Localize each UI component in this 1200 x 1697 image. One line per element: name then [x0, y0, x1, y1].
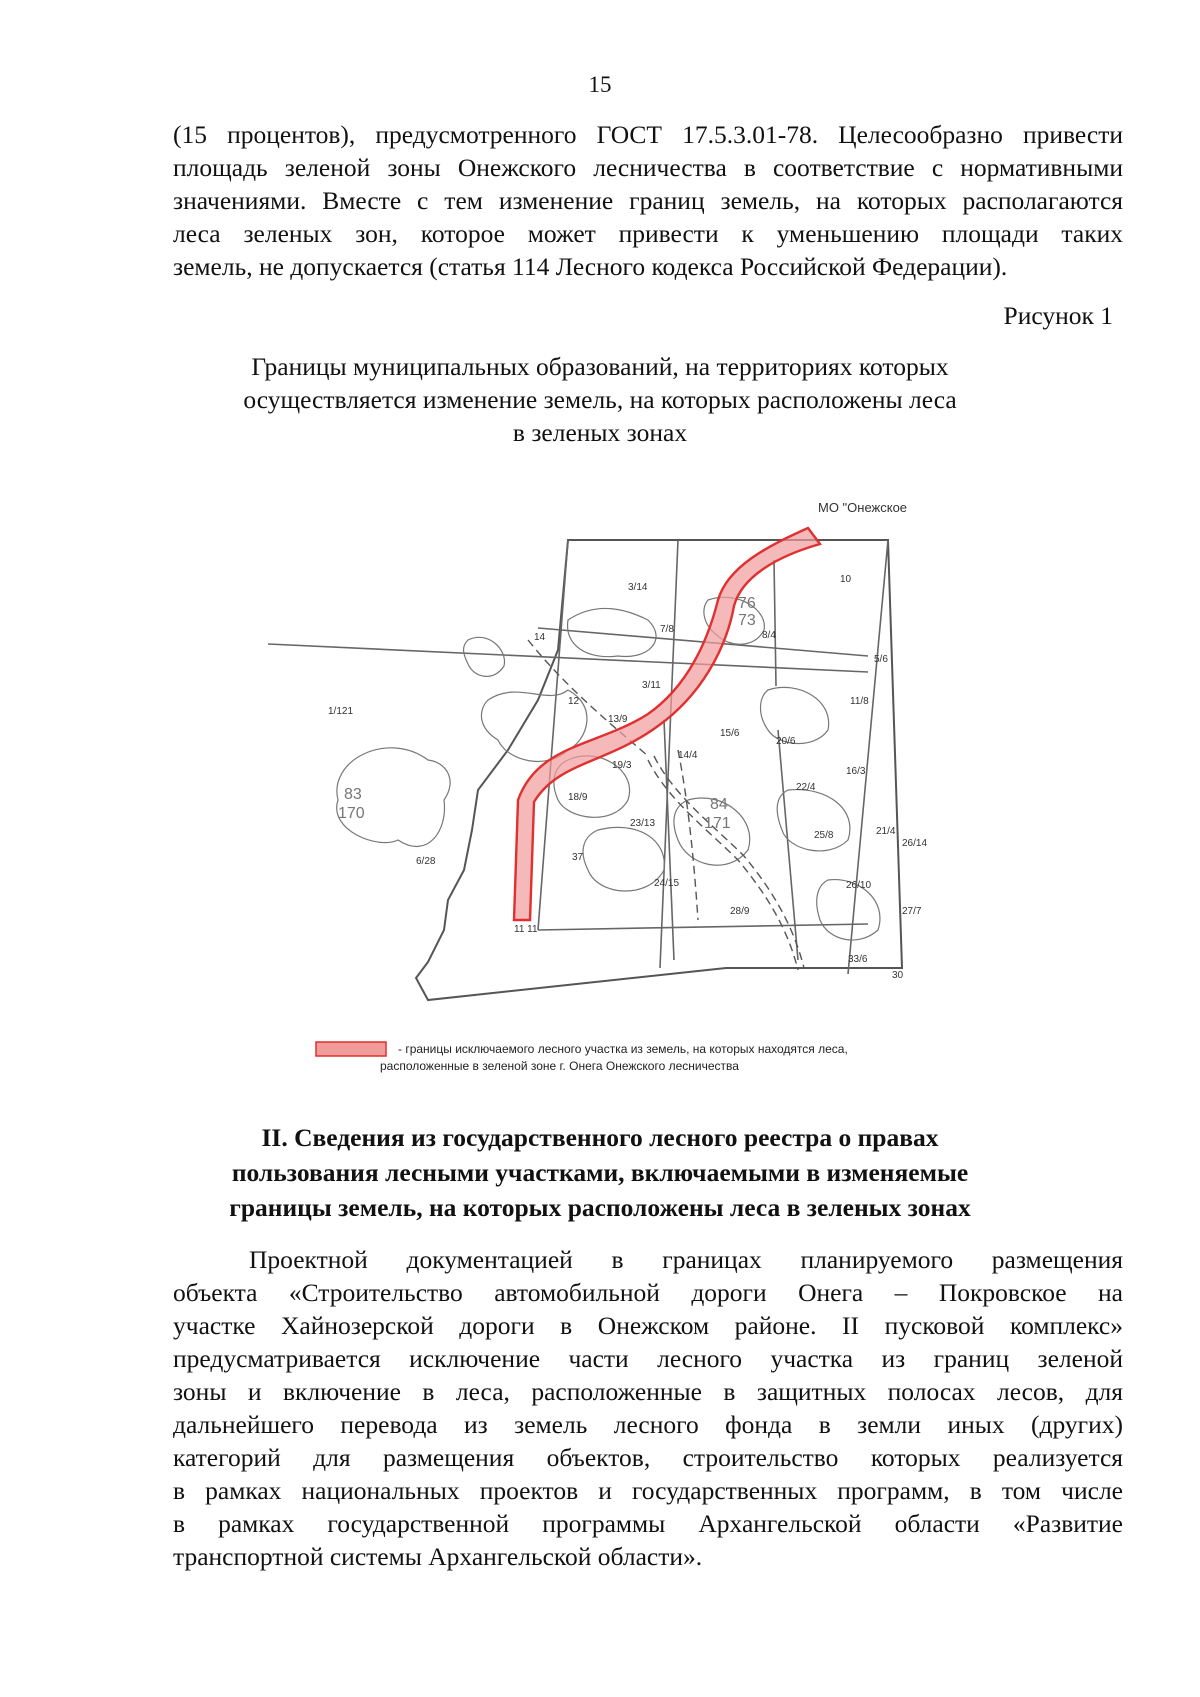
compartment-label: 20/6: [776, 736, 796, 747]
compartment-label: 23/13: [630, 818, 656, 829]
intro-paragraph: [173, 118, 1123, 283]
quarter-label: 83: [344, 786, 362, 803]
body-line: Проектной документацией в границах планируемого размещения: [249, 1245, 1123, 1274]
compartment-label: 33/6: [848, 954, 868, 965]
quarter-label: 76: [738, 595, 756, 612]
compartment-label: 8/4: [762, 630, 776, 641]
compartment-label: 27/7: [902, 906, 922, 917]
compartment-label: 3/14: [628, 582, 648, 593]
section-title-line: пользования лесными участками, включаемыми в изменяемые: [231, 1158, 969, 1187]
body-line: объекта «Строительство автомобильной дороги Онега – Покровское на: [173, 1278, 1123, 1307]
caption-line: в зеленых зонах: [512, 418, 688, 447]
compartment-label: 16/3: [846, 766, 866, 777]
quarter-label: 84: [710, 796, 728, 813]
compartment-label: 14/4: [678, 750, 698, 761]
compartment-label: 7/8: [660, 624, 674, 635]
compartment-label: 13/9: [608, 714, 628, 725]
intro-line: площадь зеленой зоны Онежского лесничества в соответствие с нормативными: [173, 153, 1123, 182]
section-title-line: границы земель, на которых расположены леса в зеленых зонах: [229, 1193, 971, 1222]
compartment-label: 30: [892, 970, 904, 981]
intro-line: земель, не допускается (статья 114 Лесного кодекса Российской Федерации).: [173, 252, 1008, 281]
compartment-label: 10: [840, 574, 852, 585]
compartment-label: 19/3: [612, 760, 632, 771]
body-line: участке Хайнозерской дороги в Онежском районе. II пусковой комплекс»: [173, 1311, 1123, 1340]
section-title-line: II. Сведения из государственного лесного реестра о правах: [261, 1123, 939, 1152]
legend-text-line: расположенные в зеленой зоне г. Онега Онежского лесничества: [380, 1059, 739, 1073]
compartment-label: 28/9: [730, 906, 750, 917]
compartment-label: 14: [534, 632, 546, 643]
figure-caption: [0, 350, 1200, 449]
compartment-label: 15/6: [720, 728, 740, 739]
body-line: зоны и включение в леса, расположенные в защитных полосах лесов, для: [173, 1377, 1123, 1406]
caption-line: Границы муниципальных образований, на территориях которых: [251, 352, 949, 381]
map-area-label: МО "Онежское: [818, 500, 908, 515]
compartment-label: 22/4: [796, 782, 816, 793]
compartment-label: 12: [568, 696, 580, 707]
body-line: в рамках национальных проектов и государственных программ, в том числе: [173, 1476, 1123, 1505]
figure-label: Рисунок 1: [1003, 301, 1113, 330]
compartment-label: 5/6: [874, 654, 888, 665]
compartment-label: 6/28: [416, 856, 436, 867]
intro-line: леса зеленых зон, которое может привести к уменьшению площади таких: [173, 219, 1123, 248]
body-line: транспортной системы Архангельской области».: [173, 1542, 703, 1571]
legend-text-line: - границы исключаемого лесного участка из земель, на которых находятся леса,: [398, 1042, 848, 1056]
page-number: 15: [588, 72, 612, 97]
compartment-label: 26/10: [846, 880, 872, 891]
compartment-label: 37: [572, 852, 584, 863]
body-line: дальнейшего перевода из земель лесного фонда в земли иных (других): [173, 1410, 1123, 1439]
intro-line: значениями. Вместе с тем изменение границ земель, на которых располагаются: [173, 186, 1123, 215]
compartment-label: 11/8: [850, 696, 869, 707]
body-line: предусматривается исключение части лесного участка из границ зеленой: [173, 1344, 1123, 1373]
compartment-label: 25/8: [814, 830, 834, 841]
intro-line: (15 процентов), предусмотренного ГОСТ 17.5.3.01-78. Целесообразно привести: [173, 120, 1123, 149]
legend-swatch: [316, 1042, 386, 1056]
caption-line: осуществляется изменение земель, на которых расположены леса: [243, 385, 957, 414]
compartment-label: 26/14: [902, 838, 928, 849]
compartment-label: 24/15: [654, 878, 680, 889]
body-paragraph: [173, 1243, 1123, 1573]
compartment-label: 1/121: [328, 706, 354, 717]
quarter-label: 170: [338, 805, 365, 822]
compartment-label: 18/9: [568, 792, 588, 803]
quarter-label: 171: [704, 815, 731, 832]
compartment-label: 11 11: [514, 924, 538, 935]
body-line: в рамках государственной программы Архангельской области «Развитие: [173, 1509, 1123, 1538]
body-line: категорий для размещения объектов, строительство которых реализуется: [173, 1443, 1123, 1472]
compartment-label: 3/11: [642, 680, 661, 691]
forest-map: [268, 500, 1004, 1090]
quarter-label: 73: [738, 612, 756, 629]
section-title: [0, 1120, 1200, 1225]
compartment-label: 21/4: [876, 826, 896, 837]
